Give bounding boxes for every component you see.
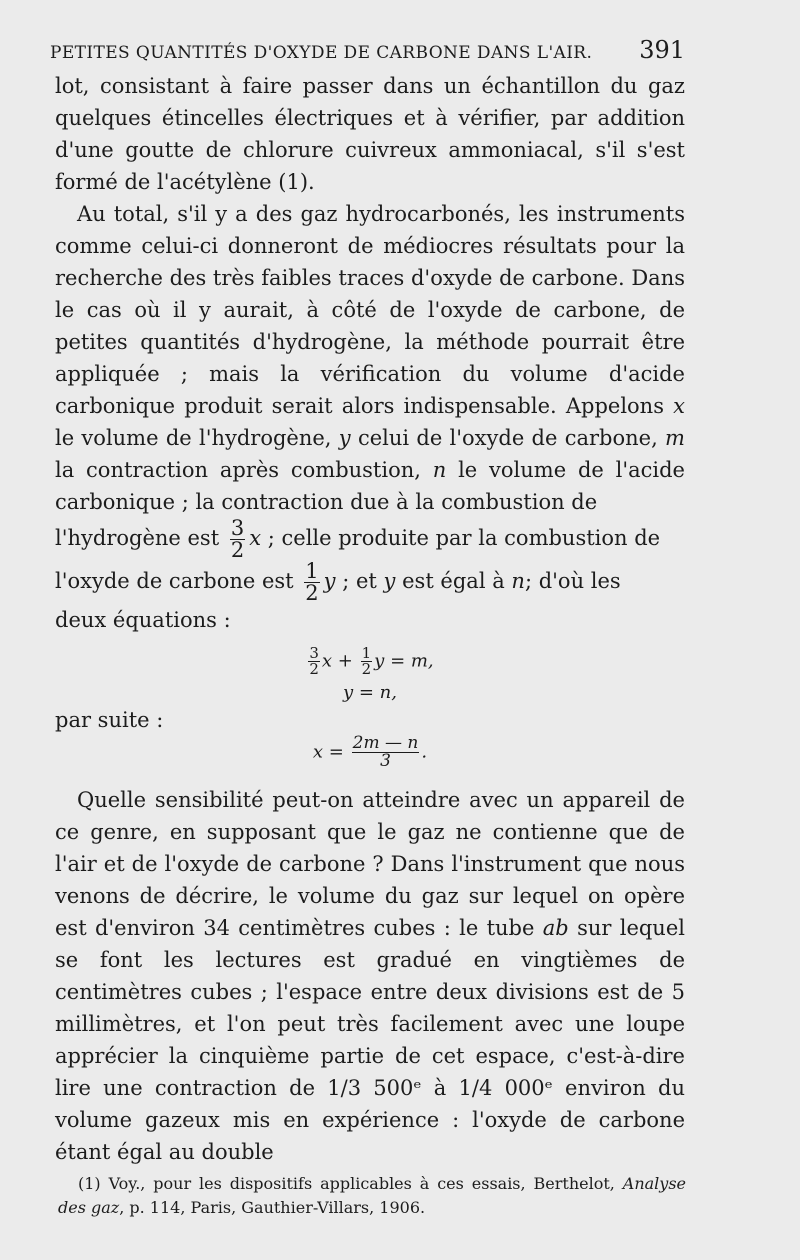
par-suite-label: par suite : [55, 708, 164, 732]
page-number: 391 [639, 36, 685, 64]
equation-3: x = $\frac{2m — n}{3}$ . [312, 733, 428, 771]
running-header [50, 36, 685, 64]
equations-intro: deux équations : [55, 608, 231, 632]
variable-x: x [673, 394, 685, 418]
fraction-three-halves: $\frac{3}{2}$ [230, 516, 245, 562]
paragraph-3: Quelle sensibilité peut-on atteindre avec un appareil de ce genre, en supposant que le gaz ne contienne que de l'air et de l'oxyde de carbone ? Dans l'instrument que nous venons de décrire, le volume du gaz sur lequel on opère est d'environ 34 centimètres cubes : le tube ab sur lequel se font les lectures est gradué en vingtièmes de centimètres cubes ; l'espace entre deux divisions est de 5 millimètres, et l'on peut très facilement avec une loupe apprécier la cinquième partie de cet espace, c'est-à-dire lire une contraction de 1/3 500ᵉ à 1/4 000ᵉ environ du volume gazeux mis en expérience : l'oxyde de carbone étant égal au double [55, 788, 685, 1164]
equation-1: $\frac{3}{2}$ x + $\frac{1}{2}$ y = m, [309, 644, 434, 678]
paragraph-2: Au total, s'il y a des gaz hydrocarbonés, les instruments comme celui-ci donneront de médiocres résultats pour la recherche des très faibles traces d'oxyde de carbone. Dans le cas où il y aurait, à côté de l'oxyde de carbone, de petites quantités d'hydrogène, la méthode pourrait être appliquée ; mais la vérification du volume d'acide carbonique produit serait alors indispensable. Appelons x le volume de l'hydrogène, y celui de l'oxyde de carbone, m la contraction après combustion, n le volume de l'acide carbonique ; la contraction due à la combustion de [55, 202, 685, 514]
co-contraction-line: l'oxyde de carbone est $\frac{1}{2}$ y ; et y est égal à n; d'où les [55, 559, 621, 605]
footnote: (1) Voy., pour les dispositifs applicables à ces essais, Berthelot, Analyse des gaz, p. 114, Paris, Gauthier-Villars, 1906. [58, 1174, 686, 1217]
variable-y: y [338, 426, 351, 450]
fraction-one-half: $\frac{1}{2}$ [305, 559, 319, 605]
tube-label-ab: ab [542, 916, 569, 940]
variable-m: m [665, 426, 685, 450]
running-title: PETITES QUANTITÉS D'OXYDE DE CARBONE DANS L'AIR. [50, 43, 593, 63]
body-text [55, 70, 685, 1168]
equation-2: y = n, [342, 682, 397, 703]
fraction-2m-minus-n-over-3: $\frac{2m — n}{3}$ [352, 733, 419, 771]
hydrogen-contraction-line: l'hydrogène est $\frac{3}{2}$ x ; celle produite par la combustion de [55, 516, 661, 562]
paragraph-1: lot, consistant à faire passer dans un échantillon du gaz quelques étincelles électriques et à vérifier, par addition d'une goutte de chlorure cuivreux ammoniacal, s'il s'est formé de l'acétylène (1). [55, 74, 685, 194]
variable-n: n [432, 458, 447, 482]
footnote-book-title: Analyse des gaz [58, 1174, 686, 1217]
